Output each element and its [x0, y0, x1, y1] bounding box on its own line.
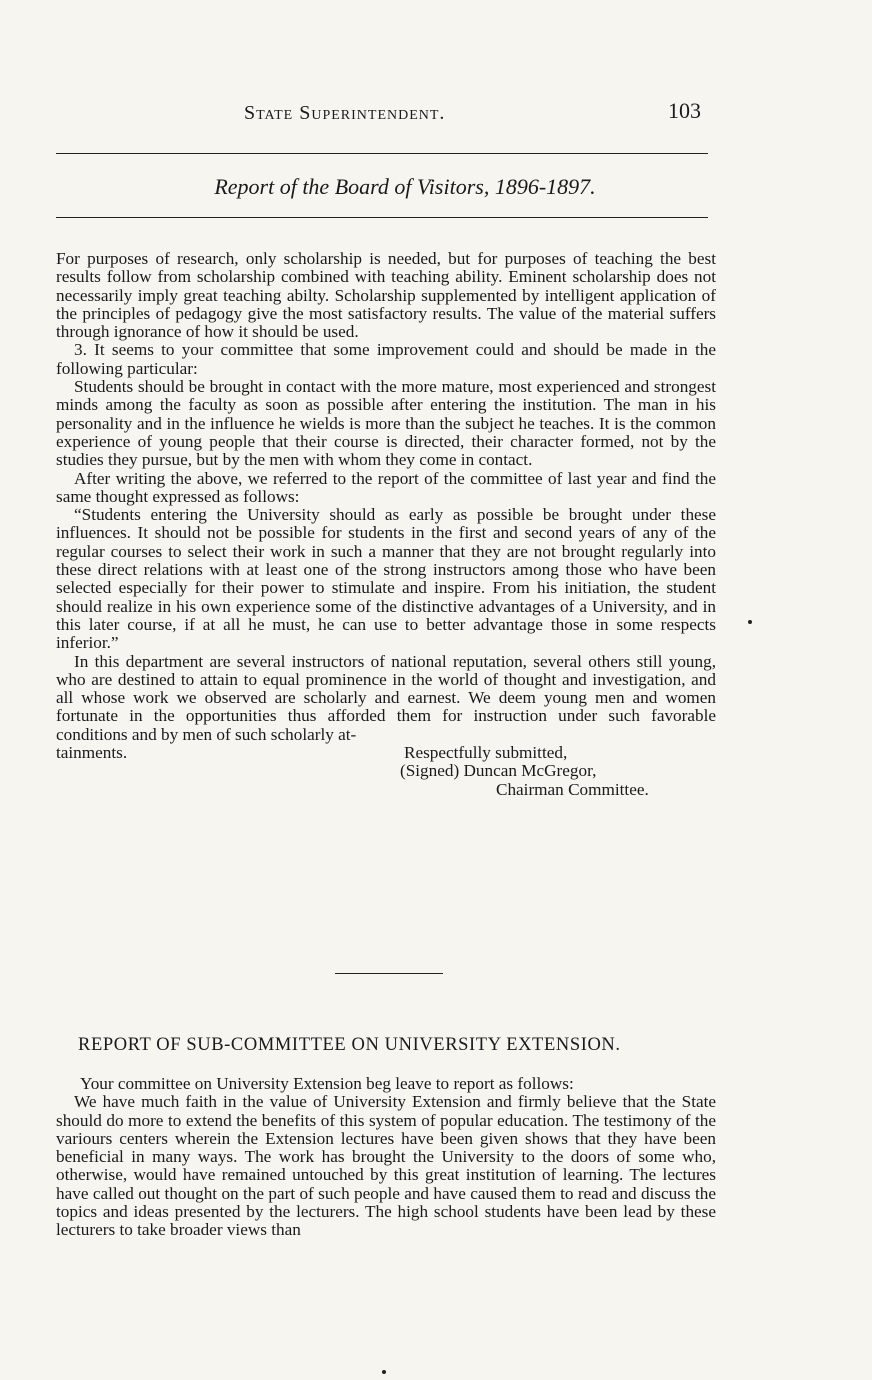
- signed-line: [56, 762, 716, 780]
- signoff: Respectfully submitted,: [404, 743, 568, 763]
- signatory: (Signed) Duncan McGregor,: [400, 761, 597, 781]
- paragraph: For purposes of research, only scholarship is needed, but for purposes of teaching the best results follow from scholarship combined with teaching ability. Eminent scholarship does not necessarily imply great teaching abilty. Scholarship supplemented by intelligent application of the principles of pedagogy give the most satisfactory results. The value of the material suffers through ignorance of how it should be used.: [56, 249, 716, 342]
- paragraph: “Students entering the University should as early as possible be brought under these influences. It should not be possible for students in the first and second years of any of the regular courses to select their work in such a manner that they are not brought regularly into these direct relations with at least one of the strong instructors among those who have been selected especially for their power to stimulate and inspire. From his initiation, the student should realize in his own experience some of the distinctive advantages of a University, and in this later course, if at all he must, he can use to better advantage those in some respects inferior.”: [56, 505, 716, 653]
- paragraph: We have much faith in the value of University Extension and firmly believe that the State should do more to extend the benefits of this system of popular education. The testimony of the variours centers wherein the Extension lectures have been given shows that they have been beneficial in many ways. The work has brought the University to the doors of some who, otherwise, would have remained untouched by this great institution of learning. The lectures have called out thought on the part of such people and have caused them to read and discuss the topics and ideas presented by the lecturers. The high school students have been lead by these lecturers to take broader views than: [56, 1092, 716, 1240]
- paragraph: Students should be brought in contact with the more mature, most experienced and strongest minds among the faculty as soon as possible after entering the institution. The man in his personality and in the influence he wields is more than the subject he teaches. It is the common experience of young people that their course is directed, their character formed, not by the studies they pursue, but by the men with whom they come in contact.: [56, 377, 716, 470]
- margin-speck: [382, 1370, 386, 1374]
- paragraph: 3. It seems to your committee that some improvement could and should be made in the following particular:: [56, 340, 716, 378]
- running-head: [0, 98, 872, 128]
- header-rule-bottom: [56, 217, 708, 218]
- signoff-line: [56, 744, 716, 762]
- margin-speck: [748, 620, 752, 624]
- paragraph: After writing the above, we referred to the report of the committee of last year and find the same thought expressed as follows:: [56, 468, 716, 506]
- section-heading: REPORT OF SUB-COMMITTEE ON UNIVERSITY EXTENSION.: [78, 1035, 621, 1055]
- chairman-title: Chairman Committee.: [496, 779, 649, 799]
- extension-body: [56, 1075, 716, 1240]
- paragraph: Your committee on University Extension beg leave to report as follows:: [80, 1074, 574, 1093]
- page-number: 103: [668, 98, 701, 123]
- section-divider: [335, 973, 443, 974]
- report-body: [56, 250, 716, 799]
- report-title: Report of the Board of Visitors, 1896-1897.: [214, 174, 596, 199]
- paragraph: In this department are several instructors of national reputation, several others still young, who are destined to attain to equal prominence in the world of thought and investigation, and all whose work we observed are scholarly and earnest. We deem young men and women fortunate in the opportunities thus afforded them for instruction under such favorable conditions and by men of such scholarly at-: [56, 651, 716, 744]
- running-title: State Superintendent.: [244, 102, 446, 124]
- header-rule-top: [56, 153, 708, 154]
- closing-word: tainments.: [56, 743, 128, 763]
- chairman-line: [56, 781, 716, 799]
